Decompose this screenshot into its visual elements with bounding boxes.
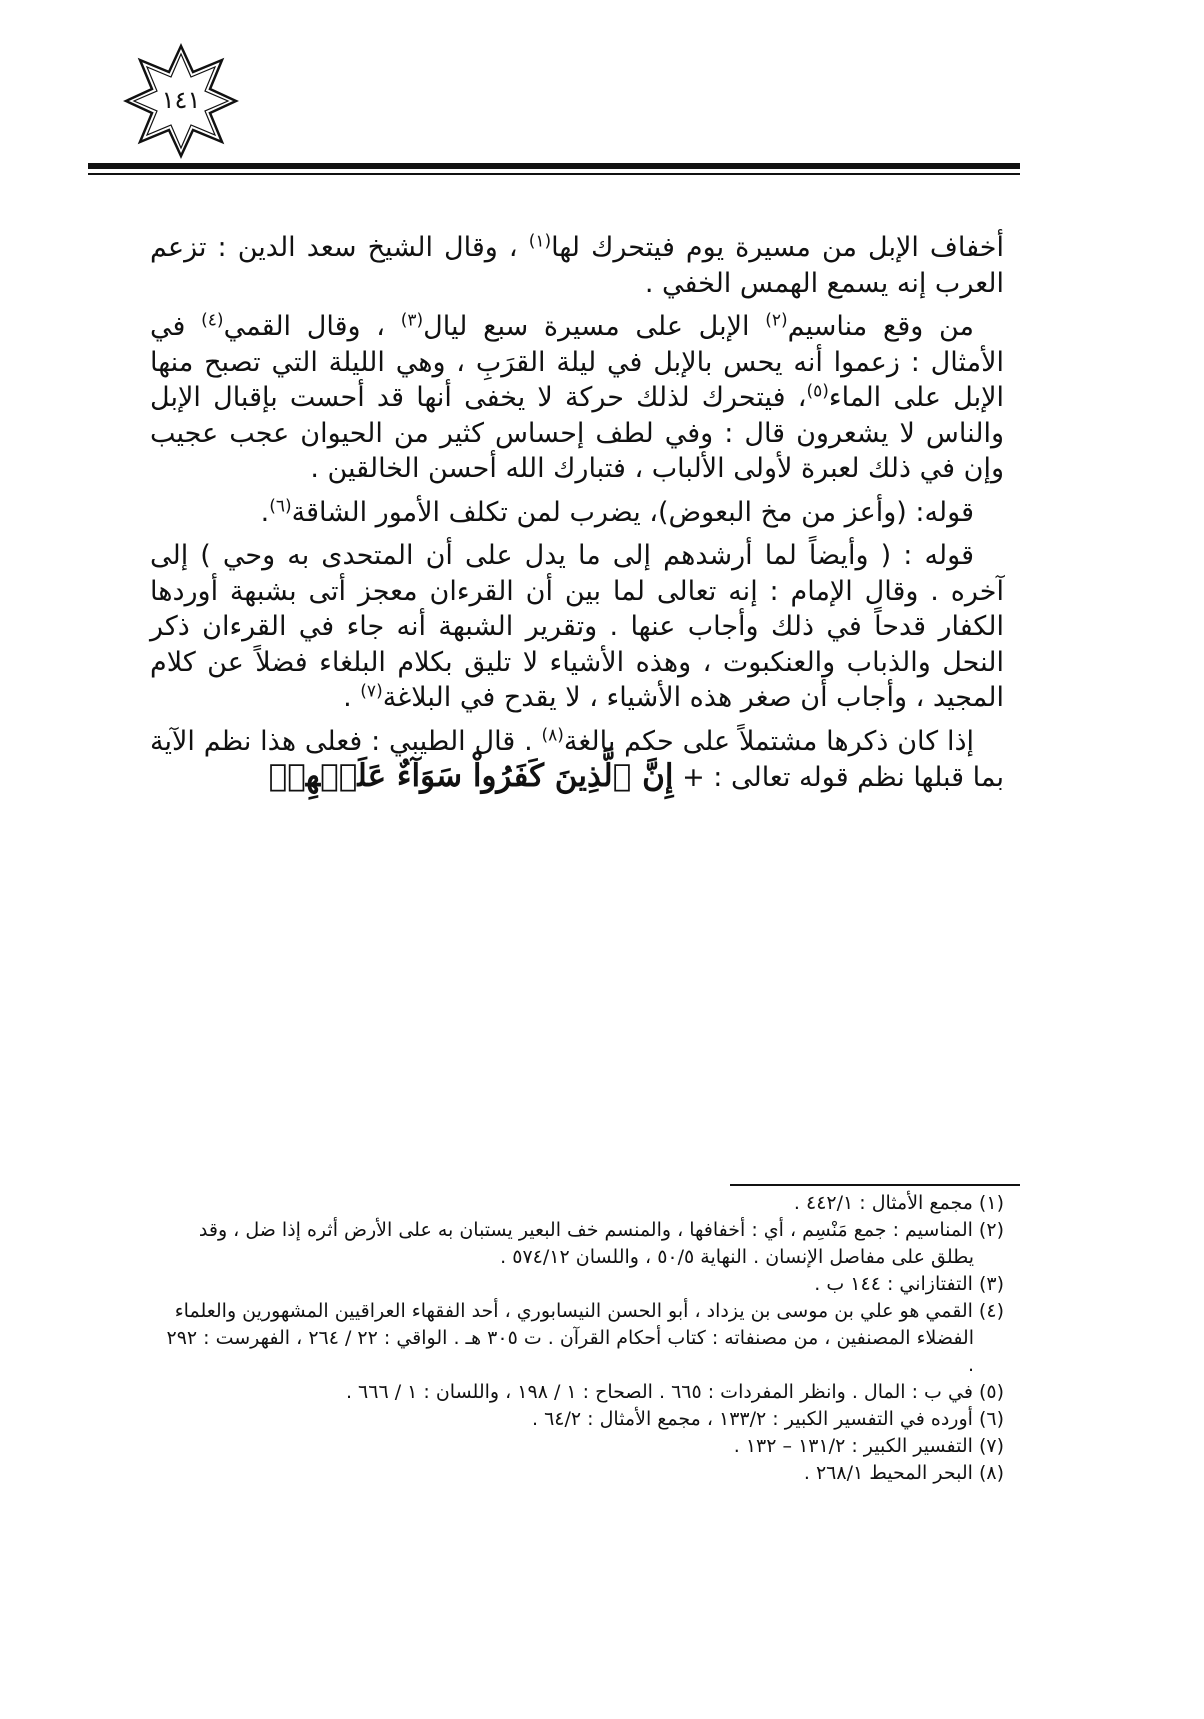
- footnote-ref-1[interactable]: (١): [528, 231, 552, 252]
- paragraph-2-text-4: في الأمثال : زعموا أنه يحس بالإبل في ليلة القرَبِ ، وهي الليلة التي تصبح منها الإبل على الماء: [150, 311, 1005, 413]
- paragraph-2-text-5: ، فيتحرك لذلك حركة لا يخفى أنها قد أحست بإقبال الإبل والناس لا يشعرون قال : وفي لطف إحساس كثير من الحيوان عجب عجيب وإن في ذلك لعبرة لأولى الألباب ، فتبارك الله أحسن الخالقين .: [150, 382, 1004, 484]
- paragraph-1-text-1: أخفاف الإبل من مسيرة يوم فيتحرك لها: [551, 232, 1004, 263]
- paragraph-1-text-2: ، وقال الشيخ سعد الدين : تزعم العرب إنه يسمع الهمس الخفي .: [150, 232, 1004, 299]
- paragraph-4-text-2: .: [343, 682, 361, 713]
- paragraph-3-text-2: .: [260, 496, 270, 528]
- footnotes: [160, 1190, 1004, 1487]
- paragraph-2-text-1: من وقع مناسيم: [787, 311, 974, 342]
- footnote-ref-7[interactable]: (٧): [360, 681, 383, 702]
- footnote-ref-3[interactable]: (٣): [400, 310, 424, 331]
- footnote-ref-5[interactable]: (٥): [806, 381, 829, 402]
- header-rule-thin: [88, 173, 1020, 175]
- main-text: [150, 230, 1004, 804]
- footnote-2: (٢) المناسيم : جمع مَنْسِم ، أي : أخفافها ، والمنسم خف البعير يستبان به على الأرض أثره إذا ضل ، وقد يطلق على مفاصل الإنسان . النهاية ٥٠/٥ ، واللسان ٥٧٤/١٢ .: [198, 1219, 1004, 1268]
- footnote-ref-4[interactable]: (٤): [201, 310, 224, 331]
- paragraph-5-text-1: إذا كان ذكرها مشتملاً على حكم بالغة: [563, 725, 974, 757]
- footnote-3: (٣) التفتازاني : ١٤٤ ب .: [814, 1273, 1004, 1295]
- footnote-separator: [730, 1184, 1020, 1186]
- quran-verse: إِنَّ ٱلَّذِينَ كَفَرُواْ سَوَآءٌ عَلَيۡهِمۡ: [268, 758, 674, 794]
- paragraph-3: [150, 495, 1004, 531]
- footnote-ref-6[interactable]: (٦): [269, 496, 292, 517]
- paragraph-2-text-3: ، وقال القمي: [223, 311, 401, 342]
- footnote-ref-2[interactable]: (٢): [765, 310, 788, 331]
- footnote-8: (٨) البحر المحيط ٢٦٨/١ .: [803, 1462, 1004, 1484]
- footnote-5: (٥) في ب : المال . وانظر المفردات : ٦٦٥ . الصحاح : ١ / ١٩٨ ، واللسان : ١ / ٦٦٦ .: [345, 1381, 1004, 1403]
- paragraph-3-text-1: قوله: (وأعز من مخ البعوض)، يضرب لمن تكلف الأمور الشاقة: [291, 496, 974, 528]
- footnote-6: (٦) أورده في التفسير الكبير : ١٣٣/٢ ، مجمع الأمثال : ٦٤/٢ .: [532, 1408, 1004, 1430]
- footnote-ref-8[interactable]: (٨): [541, 725, 564, 746]
- paragraph-5-text-2: . قال الطيبي : فعلى هذا نظم الآية بما قبلها نظم قوله تعالى : +: [150, 725, 1004, 793]
- footnote-7: (٧) التفسير الكبير : ١٣١/٢ – ١٣٢ .: [733, 1435, 1004, 1457]
- page-number: ١٤١: [161, 88, 201, 114]
- footnote-1: (١) مجمع الأمثال : ٤٤٢/١ .: [793, 1192, 1004, 1214]
- header-rule-thick: [88, 163, 1020, 169]
- page-number-badge: [122, 42, 240, 160]
- paragraph-5: [150, 724, 1004, 796]
- paragraph-4-text-1: قوله : ( وأيضاً لما أرشدهم إلى ما يدل على أن المتحدى به وحي ) إلى آخره . وقال الإمام : إنه تعالى لما بين أن القرءان معجز أتى بشبهة أوردها الكفار قدحاً في ذلك وأجاب عنها . وتقرير الشبهة أنه جاء في القرءان ذكر النحل والذباب والعنكبوت ، وهذه الأشياء لا تليق بكلام البلغاء فضلاً عن كلام المجيد ، وأجاب أن صغر هذه الأشياء ، لا يقدح في البلاغة: [150, 540, 1004, 713]
- footnote-4: (٤) القمي هو علي بن موسى بن يزداد ، أبو الحسن النيسابوري ، أحد الفقهاء العراقيين المشهورين والعلماء الفضلاء المصنفين ، من مصنفاته : كتاب أحكام القرآن . ت ٣٠٥ هـ . الواقي : ٢٢ / ٢٦٤ ، الفهرست : ٢٩٢ .: [166, 1300, 1004, 1376]
- paragraph-4: [150, 538, 1004, 716]
- paragraph-2-text-2: الإبل على مسيرة سبع ليال: [423, 311, 766, 342]
- paragraph-1: [150, 230, 1004, 301]
- paragraph-2: [150, 309, 1004, 487]
